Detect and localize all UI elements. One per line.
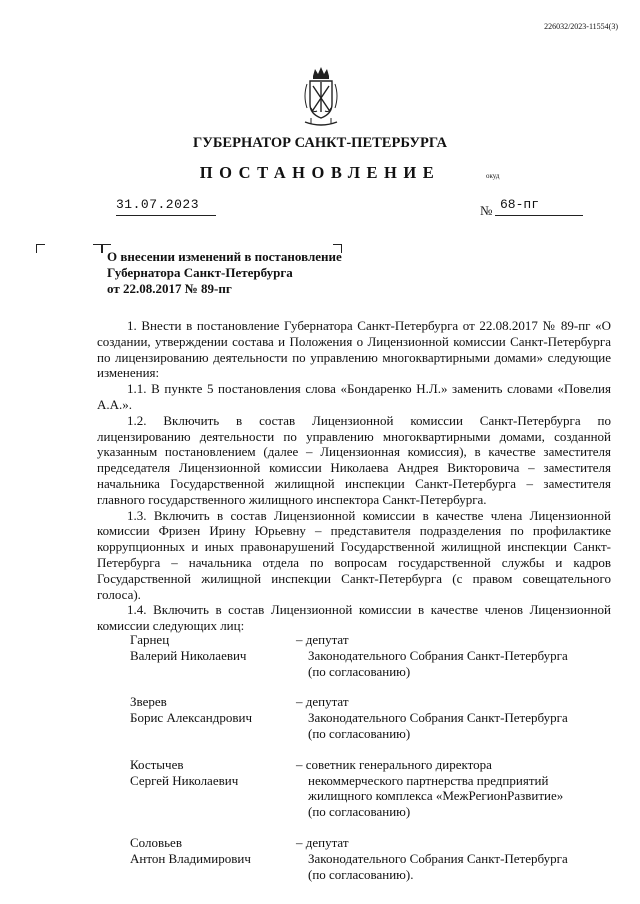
body-paragraph: 1.1. В пункте 5 постановления слова «Бондаренко Н.Л.» заменить словами «Повелия А.А.». bbox=[97, 381, 611, 412]
title-bracket-mid bbox=[93, 244, 102, 253]
member-role bbox=[296, 835, 596, 882]
role-line: – советник генерального директора bbox=[296, 756, 492, 772]
title-line: Губернатора Санкт-Петербурга bbox=[107, 265, 293, 280]
role-line: Законодательного Собрания Санкт-Петербурга bbox=[308, 710, 568, 726]
body-paragraph: 1. Внести в постановление Губернатора Санкт-Петербурга от 22.08.2017 № 89-пг «О создании, утверждении состава и Положения о Лицензионной комиссии Санкт-Петербурга по лицензированию деятельности по управлению многоквартирными домами» следующие изменения: bbox=[97, 318, 611, 381]
role-line: (по согласованию) bbox=[308, 804, 411, 820]
member-given-names: Сергей Николаевич bbox=[130, 772, 239, 788]
role-line: (по согласованию) bbox=[308, 663, 411, 679]
document-date: 31.07.2023 bbox=[116, 197, 200, 212]
okud-label: окуд bbox=[486, 172, 500, 180]
st-petersburg-coat-of-arms-icon bbox=[301, 66, 341, 130]
member-name bbox=[130, 632, 296, 679]
member-name bbox=[130, 694, 296, 741]
member-surname: Костычев bbox=[130, 756, 184, 772]
member-given-names: Борис Александрович bbox=[130, 710, 252, 726]
member-entry bbox=[130, 694, 610, 741]
role-line: некоммерческого партнерства предприятий bbox=[308, 772, 549, 788]
member-entry bbox=[130, 757, 610, 820]
date-underline bbox=[116, 215, 216, 216]
member-given-names: Валерий Николаевич bbox=[130, 647, 247, 663]
document-registration-number: 226032/2023-11554(3) bbox=[544, 22, 618, 31]
role-line: – депутат bbox=[296, 834, 349, 850]
role-line: Законодательного Собрания Санкт-Петербурга bbox=[308, 647, 568, 663]
title-line: О внесении изменений в постановление bbox=[107, 249, 342, 264]
member-role bbox=[296, 632, 596, 679]
document-title bbox=[107, 249, 342, 297]
member-name bbox=[130, 757, 296, 820]
members-list bbox=[130, 632, 610, 897]
body-paragraph: 1.4. Включить в состав Лицензионной комиссии в качестве членов Лицензионной комиссии следующих лиц: bbox=[97, 602, 611, 634]
role-line: (по согласованию) bbox=[308, 725, 411, 741]
title-line: от 22.08.2017 № 89-пг bbox=[107, 281, 232, 296]
number-sign: № bbox=[480, 203, 493, 218]
role-line: Законодательного Собрания Санкт-Петербурга bbox=[308, 850, 568, 866]
document-type: ПОСТАНОВЛЕНИЕ bbox=[199, 163, 441, 182]
member-given-names: Антон Владимирович bbox=[130, 850, 251, 866]
document-number: 68-пг bbox=[500, 197, 540, 212]
role-line: жилищного комплекса «МежРегионРазвитие» bbox=[308, 788, 564, 804]
role-line: (по согласованию). bbox=[308, 866, 414, 882]
role-line: – депутат bbox=[296, 694, 349, 710]
member-entry bbox=[130, 835, 610, 882]
title-bracket-left bbox=[36, 244, 45, 253]
member-role bbox=[296, 757, 596, 820]
role-line: – депутат bbox=[296, 632, 349, 647]
member-entry bbox=[130, 632, 610, 679]
member-surname: Соловьев bbox=[130, 834, 182, 850]
member-surname: Зверев bbox=[130, 694, 167, 710]
member-role bbox=[296, 694, 596, 741]
number-underline bbox=[495, 215, 583, 216]
body-paragraph: 1.3. Включить в состав Лицензионной комиссии в качестве члена Лицензионной комиссии Фризен Ирину Юрьевну – представителя подразделения по профилактике коррупционных и иных правонарушений Государственной жилищной инспекции Санкт-Петербурга – начальника отдела по вопросам государственной службы и кадров Государственной жилищной инспекции Санкт-Петербурга (с правом совещательного голоса). bbox=[97, 507, 611, 602]
issuing-authority: ГУБЕРНАТОР САНКТ-ПЕТЕРБУРГА bbox=[192, 135, 448, 151]
body-paragraph: 1.2. Включить в состав Лицензионной комиссии Санкт-Петербурга по лицензированию деятельности по управлению многоквартирными домами, созданной указанным постановлением (далее – Лицензионная комиссия), в качестве заместителя председателя Лицензионной комиссии Николаева Андрея Викторовича – заместителя начальника Государственной жилищной инспекции Санкт-Петербурга – заместителя главного государственного жилищного инспектора Санкт-Петербурга. bbox=[97, 412, 611, 507]
member-name bbox=[130, 835, 296, 882]
member-surname: Гарнец bbox=[130, 632, 170, 647]
document-body bbox=[97, 318, 611, 634]
